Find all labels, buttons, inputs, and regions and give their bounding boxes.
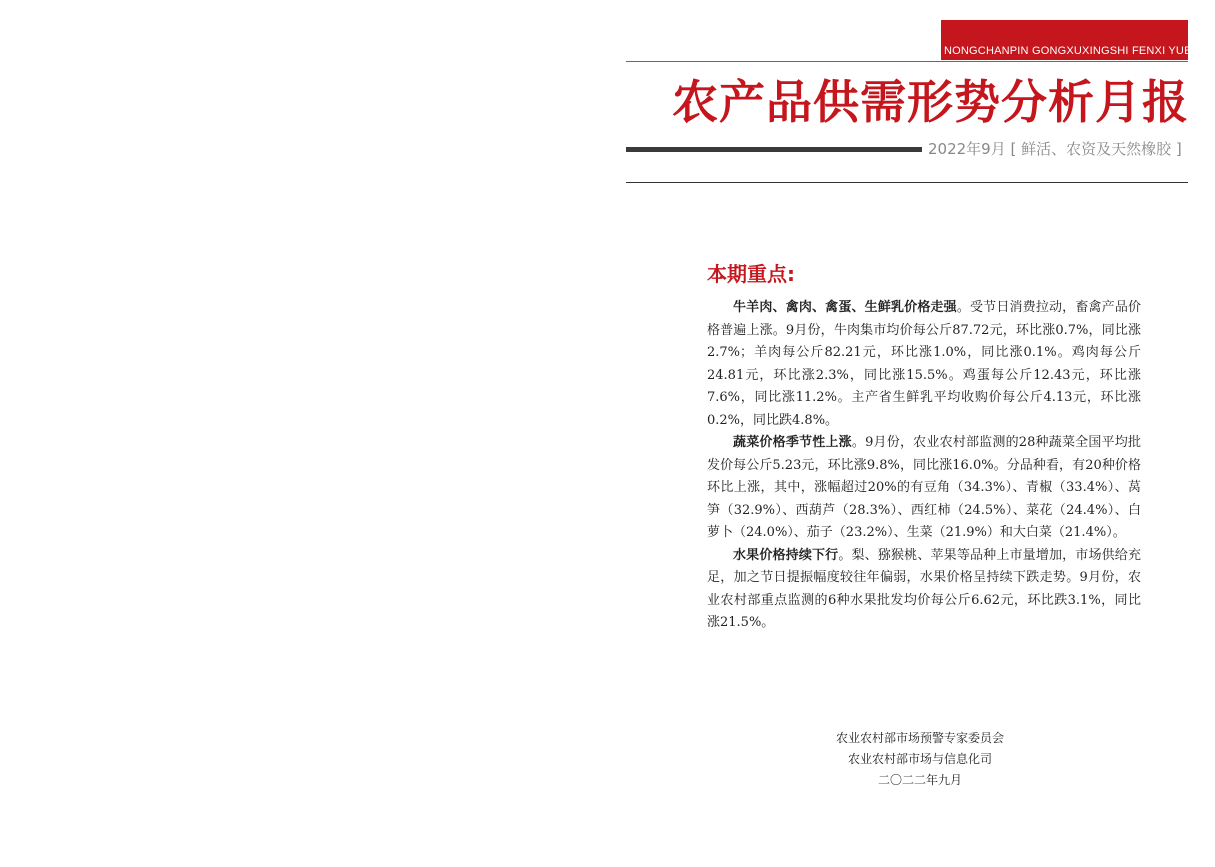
paragraph-text: 。9月份，农业农村部监测的28种蔬菜全国平均批发价每公斤5.23元，环比涨9.8%，同比涨16.0%。分品种看，有20种价格环比上涨，其中，涨幅超过20%的有豆角（34.3%）、青椒（33.4%）、莴笋（32.9%）、西葫芦（28.3%）、西红柿（24.5%）、菜花（24.4%）、白萝卜（24.0%）、茄子（23.2%）、生菜（21.9%）和大白菜（21.4%）。	[707, 435, 1141, 540]
page-title: 农产品供需形势分析月报	[672, 75, 1189, 129]
issue-subtitle: 2022年9月 [ 鲜活、农资及天然橡胶 ]	[928, 140, 1182, 158]
issue-date: 二〇二二年九月	[877, 773, 962, 787]
paragraph-text: 。受节日消费拉动，畜禽产品价格普遍上涨。9月份，牛肉集市均价每公斤87.72元，环比涨0.7%，同比涨2.7%；羊肉每公斤82.21元，环比涨1.0%，同比涨0.1%。鸡肉每公斤24.81元，环比涨2.3%，同比涨15.5%。鸡蛋每公斤12.43元，环比涨7.6%，同比涨11.2%。主产省生鲜乳平均收购价每公斤4.13元，环比涨0.2%，同比跌4.8%。	[707, 300, 1141, 428]
paragraph-fruit	[707, 545, 1141, 635]
paragraph-livestock	[707, 297, 1141, 432]
paragraph-lead: 水果价格持续下行	[733, 547, 839, 563]
section-heading: 本期重点:	[707, 262, 795, 286]
paragraph-lead: 蔬菜价格季节性上涨	[733, 435, 852, 450]
department-name: 农业农村部市场与信息化司	[847, 752, 992, 766]
highlights-body	[707, 297, 1141, 635]
pinyin-title: NONGCHANPIN GONGXUXINGSHI FENXI YUEBAO	[944, 45, 1215, 57]
committee-name: 农业农村部市场预警专家委员会	[835, 731, 1004, 745]
header-divider	[626, 182, 1188, 183]
top-rule	[626, 61, 1188, 62]
pinyin-banner	[941, 20, 1215, 60]
paragraph-text: 。梨、猕猴桃、苹果等品种上市量增加，市场供给充足，加之节日提振幅度较往年偏弱，水果价格呈持续下跌走势。9月份，农业农村部重点监测的6种水果批发均价每公斤6.62元，环比跌3.1%，同比涨21.5%。	[707, 547, 1141, 630]
paragraph-vegetables	[707, 432, 1141, 545]
title-underline-bar	[626, 147, 922, 152]
paragraph-lead: 牛羊肉、禽肉、禽蛋、生鲜乳价格走强	[733, 300, 957, 315]
signature-block	[830, 728, 1010, 791]
